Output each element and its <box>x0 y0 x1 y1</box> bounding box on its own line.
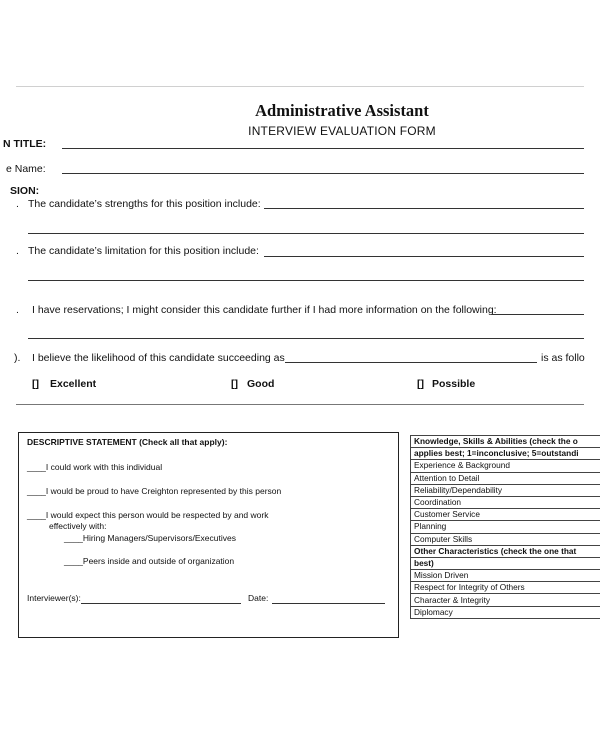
rating-excellent-label: Excellent <box>50 378 97 390</box>
q2-number: . <box>16 245 19 257</box>
descriptive-item-2[interactable]: ____I would be proud to have Creighton represented by this person <box>27 486 282 496</box>
position-title-label: N TITLE: <box>3 138 47 150</box>
decision-label: SION: <box>10 185 40 197</box>
top-border <box>16 86 584 87</box>
rating-possible-label: Possible <box>432 378 476 390</box>
other-heading-2: best) <box>411 557 600 569</box>
q1-answer-line-2[interactable] <box>28 233 584 234</box>
q4-number: ). <box>14 352 21 364</box>
other-row[interactable]: Diplomacy <box>411 606 600 618</box>
ksa-heading-2: applies best; 1=inconclusive; 5=outstandi <box>411 448 600 460</box>
ksa-row[interactable]: Planning <box>411 521 600 533</box>
q2-answer-line-2[interactable] <box>28 280 584 281</box>
position-title-line[interactable] <box>62 148 584 149</box>
q4-text: I believe the likelihood of this candidate succeeding as <box>32 352 285 364</box>
rating-excellent-checkbox[interactable]: [] <box>32 378 39 390</box>
descriptive-statement-box <box>18 432 399 638</box>
rating-good-checkbox[interactable]: [] <box>231 378 238 390</box>
form-subtitle: INTERVIEW EVALUATION FORM <box>248 124 436 138</box>
section-divider <box>16 404 584 405</box>
descriptive-item-3[interactable]: ____I would expect this person would be respected by and work <box>27 510 269 520</box>
q2-text: The candidate’s limitation for this position include: <box>28 245 259 257</box>
q1-number: . <box>16 198 19 210</box>
q3-answer-line[interactable] <box>492 314 584 315</box>
candidate-name-line[interactable] <box>62 173 584 174</box>
descriptive-heading: DESCRIPTIVE STATEMENT (Check all that apply): <box>27 437 228 447</box>
other-heading-1: Other Characteristics (check the one that <box>411 545 600 557</box>
rating-possible-checkbox[interactable]: [] <box>417 378 424 390</box>
ksa-row[interactable]: Experience & Background <box>411 460 600 472</box>
descriptive-subitem-1[interactable]: ____Hiring Managers/Supervisors/Executives <box>64 533 236 543</box>
interviewer-line[interactable] <box>81 603 241 604</box>
ksa-row[interactable]: Coordination <box>411 496 600 508</box>
rating-good-label: Good <box>247 378 275 390</box>
interviewer-label: Interviewer(s): <box>27 593 81 603</box>
other-row[interactable]: Mission Driven <box>411 570 600 582</box>
ksa-row[interactable]: Reliability/Dependability <box>411 484 600 496</box>
descriptive-item-3-cont: effectively with: <box>49 521 107 531</box>
ksa-row[interactable]: Attention to Detail <box>411 472 600 484</box>
form-title: Administrative Assistant <box>255 101 429 120</box>
date-label: Date: <box>248 593 269 603</box>
date-line[interactable] <box>272 603 385 604</box>
descriptive-item-1[interactable]: ____I could work with this individual <box>27 462 163 472</box>
knowledge-skills-table <box>410 435 600 619</box>
candidate-name-label: e Name: <box>6 163 46 175</box>
other-row[interactable]: Respect for Integrity of Others <box>411 582 600 594</box>
q1-answer-line[interactable] <box>264 208 584 209</box>
other-row[interactable]: Character & Integrity <box>411 594 600 606</box>
q4-answer-line[interactable] <box>285 362 537 363</box>
q2-answer-line[interactable] <box>264 256 584 257</box>
q3-text: I have reservations; I might consider this candidate further if I had more information on the following: <box>32 304 497 316</box>
ksa-heading-1: Knowledge, Skills & Abilities (check the o <box>411 436 600 448</box>
q3-answer-line-2[interactable] <box>28 338 584 339</box>
q3-number: . <box>16 304 19 316</box>
ksa-row[interactable]: Computer Skills <box>411 533 600 545</box>
descriptive-subitem-2[interactable]: ____Peers inside and outside of organization <box>64 556 235 566</box>
q4-suffix: is as follo <box>541 352 585 364</box>
q1-text: The candidate’s strengths for this position include: <box>28 198 261 210</box>
ksa-row[interactable]: Customer Service <box>411 509 600 521</box>
